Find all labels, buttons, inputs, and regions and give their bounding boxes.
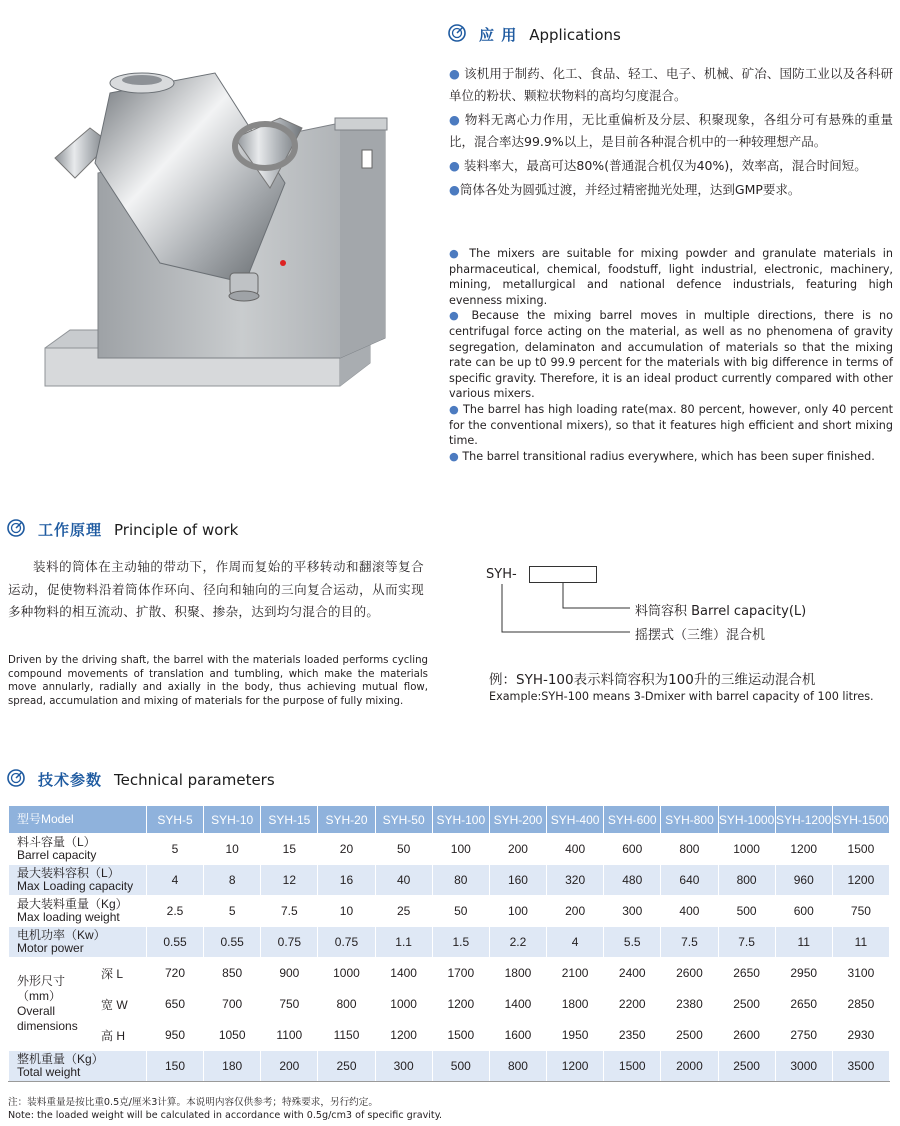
value-cell: 25 [375, 896, 432, 927]
value-cell: 1150 [318, 1020, 375, 1051]
value-cell: 3100 [832, 958, 889, 989]
list-item: ● 物料无离心力作用，无比重偏析及分层、积聚现象，各组分可有悬殊的重量比，混合率达99.9%以上，是目前各种混合机中的一种较理想产品。 [449, 112, 893, 149]
example-text-cn: 例：SYH-100表示料筒容积为100升的三维运动混合机 [489, 672, 816, 688]
dimension-sub-label: 深 L [96, 958, 146, 989]
dimension-sub-label: 宽 W [96, 989, 146, 1020]
principle-text-en: Driven by the driving shaft, the barrel with the materials loaded performs cycling compound movements of translation and tumbling, which make the materials move annularly, radially and axially in the body, thus achieving mutual flow, spread, accumulation and mixing of materials for the purpose of fully mixing. [8, 655, 428, 707]
row-label-cn: 最大装料重量（Kg） [17, 897, 128, 911]
section-target-icon [7, 519, 25, 537]
value-cell: 200 [489, 834, 546, 865]
value-cell: 500 [718, 896, 775, 927]
value-cell: 1200 [547, 1051, 604, 1082]
technical-title-en: Technical parameters [114, 771, 275, 789]
applications-list-cn [449, 63, 893, 203]
value-cell: 2930 [832, 1020, 889, 1051]
value-cell: 1.5 [432, 927, 489, 958]
table-row [9, 1020, 890, 1051]
header-model-syh-50: SYH-50 [375, 806, 432, 834]
header-model-syh-1200: SYH-1200 [775, 806, 832, 834]
value-cell: 800 [489, 1051, 546, 1082]
value-cell: 0.75 [261, 927, 318, 958]
value-cell: 1000 [318, 958, 375, 989]
value-cell: 850 [204, 958, 261, 989]
row-label-cn: 料斗容量（L） [17, 835, 96, 849]
value-cell: 150 [146, 1051, 203, 1082]
value-cell: 3000 [775, 1051, 832, 1082]
section-target-icon [448, 24, 466, 42]
principle-title-en: Principle of work [114, 521, 239, 539]
list-item: ● The barrel has high loading rate(max. 80 percent, however, only 40 percent for the conventional mixers), so that it features high efficient and short mixing time. [449, 402, 894, 448]
row-label [9, 896, 147, 927]
value-cell: 20 [318, 834, 375, 865]
value-cell: 1100 [261, 1020, 318, 1051]
value-cell: 2600 [718, 1020, 775, 1051]
value-cell: 15 [261, 834, 318, 865]
applications-heading [479, 24, 621, 45]
value-cell: 0.75 [318, 927, 375, 958]
value-cell: 2650 [718, 958, 775, 989]
dimensions-label-en: Overall dimensions [17, 1004, 78, 1033]
table-row [9, 989, 890, 1020]
value-cell: 960 [775, 865, 832, 896]
value-cell: 200 [547, 896, 604, 927]
value-cell: 900 [261, 958, 318, 989]
value-cell: 50 [375, 834, 432, 865]
header-model-syh-200: SYH-200 [489, 806, 546, 834]
value-cell: 200 [261, 1051, 318, 1082]
value-cell: 2650 [775, 989, 832, 1020]
dimension-sub-label: 高 H [96, 1020, 146, 1051]
value-cell: 8 [204, 865, 261, 896]
value-cell: 640 [661, 865, 718, 896]
value-cell: 50 [432, 896, 489, 927]
value-cell: 950 [146, 1020, 203, 1051]
type-label: 摇摆式（三维）混合机 [635, 628, 766, 643]
value-cell: 250 [318, 1051, 375, 1082]
value-cell: 1200 [432, 989, 489, 1020]
list-item: ● 该机用于制药、化工、食品、轻工、电子、机械、矿冶、国防工业以及各科研单位的粉状、颗粒状物料的高均匀度混合。 [449, 66, 893, 103]
value-cell: 40 [375, 865, 432, 896]
value-cell: 16 [318, 865, 375, 896]
value-cell: 2.5 [146, 896, 203, 927]
value-cell: 3500 [832, 1051, 889, 1082]
value-cell: 800 [718, 865, 775, 896]
value-cell: 100 [432, 834, 489, 865]
value-cell: 1800 [547, 989, 604, 1020]
value-cell: 1200 [775, 834, 832, 865]
value-cell: 300 [604, 896, 661, 927]
value-cell: 12 [261, 865, 318, 896]
value-cell: 750 [261, 989, 318, 1020]
value-cell: 2850 [832, 989, 889, 1020]
value-cell: 600 [775, 896, 832, 927]
table-row [9, 834, 890, 865]
model-prefix: SYH- [486, 567, 517, 582]
value-cell: 300 [375, 1051, 432, 1082]
value-cell: 1400 [489, 989, 546, 1020]
table-row [9, 927, 890, 958]
value-cell: 1500 [832, 834, 889, 865]
value-cell: 2400 [604, 958, 661, 989]
value-cell: 7.5 [661, 927, 718, 958]
technical-title-cn: 技术参数 [38, 771, 103, 789]
row-label-en: Barrel capacity [17, 848, 97, 862]
value-cell: 320 [547, 865, 604, 896]
value-cell: 2100 [547, 958, 604, 989]
value-cell: 2350 [604, 1020, 661, 1051]
section-target-icon [7, 769, 25, 787]
principle-text-cn: 装料的筒体在主动轴的带动下，作周而复始的平移转动和翻滚等复合运动，促使物料沿着筒体作环向、径向和轴向的三向复合运动，从而实现多种物料的相互流动、扩散、积聚、掺杂，达到均匀混合的目的。 [8, 559, 424, 619]
list-item: ● Because the mixing barrel moves in multiple directions, there is no centrifugal force acting on the material, as well as no phenomena of gravity segregation, delaminaton and accumulation of materials so that the mixing rate can be up t0 99.9 percent for the materials with big difference in terms of specific gravity. Therefore, it is an ideal product currently compared with other various mixers. [449, 309, 893, 401]
value-cell: 2500 [718, 989, 775, 1020]
value-cell: 1500 [432, 1020, 489, 1051]
value-cell: 2380 [661, 989, 718, 1020]
value-cell: 2600 [661, 958, 718, 989]
value-cell: 2500 [661, 1020, 718, 1051]
header-model-syh-100: SYH-100 [432, 806, 489, 834]
mixer-machine-image [40, 68, 390, 398]
value-cell: 1050 [204, 1020, 261, 1051]
value-cell: 10 [204, 834, 261, 865]
value-cell: 480 [604, 865, 661, 896]
value-cell: 500 [432, 1051, 489, 1082]
value-cell: 7.5 [718, 927, 775, 958]
value-cell: 750 [832, 896, 889, 927]
row-label-cn: 最大装料容积（L） [17, 866, 120, 880]
header-model-syh-10: SYH-10 [204, 806, 261, 834]
value-cell: 4 [547, 927, 604, 958]
value-cell: 1500 [604, 1051, 661, 1082]
value-cell: 1800 [489, 958, 546, 989]
list-item: ● The mixers are suitable for mixing powder and granulate materials in pharmaceutical, chemical, foodstuff, light industrial, electronic, machinery, mining, metallurgical and national defence industrials, featuring high evenness mixing. [449, 247, 894, 307]
value-cell: 720 [146, 958, 203, 989]
value-cell: 11 [832, 927, 889, 958]
value-cell: 1700 [432, 958, 489, 989]
value-cell: 2950 [775, 958, 832, 989]
value-cell: 0.55 [204, 927, 261, 958]
table-row [9, 896, 890, 927]
header-model-syh-400: SYH-400 [547, 806, 604, 834]
value-cell: 4 [146, 865, 203, 896]
row-label-en: Motor power [17, 941, 84, 955]
applications-list-en [449, 246, 893, 464]
value-cell: 5 [204, 896, 261, 927]
value-cell: 1.1 [375, 927, 432, 958]
header-model-syh-20: SYH-20 [318, 806, 375, 834]
dimensions-label-cn: 外形尺寸（mm） [17, 974, 66, 1003]
value-cell: 1200 [832, 865, 889, 896]
table-row [9, 1051, 890, 1082]
capacity-label: 料筒容积 Barrel capacity(L) [635, 604, 807, 619]
technical-heading [38, 769, 275, 790]
row-label [9, 927, 147, 958]
value-cell: 100 [489, 896, 546, 927]
row-label [9, 834, 147, 865]
table-row [9, 865, 890, 896]
value-cell: 1600 [489, 1020, 546, 1051]
header-model-syh-1000: SYH-1000 [718, 806, 775, 834]
table-header-row [9, 806, 890, 834]
principle-heading [38, 519, 238, 540]
value-cell: 1000 [718, 834, 775, 865]
table-row [9, 958, 890, 989]
value-cell: 2200 [604, 989, 661, 1020]
example-text-en: Example:SYH-100 means 3-Dmixer with barrel capacity of 100 litres. [489, 690, 874, 703]
principle-title-cn: 工作原理 [38, 521, 103, 539]
row-label-en: Max loading weight [17, 910, 120, 924]
value-cell: 1400 [375, 958, 432, 989]
row-label-en: Total weight [17, 1065, 81, 1079]
list-item: ● 装料率大，最高可达80%(普通混合机仅为40%)，效率高，混合时间短。 [449, 158, 867, 173]
header-model-syh-5: SYH-5 [146, 806, 203, 834]
applications-title-cn: 应 用 [479, 26, 518, 44]
list-item: ●筒体各处为圆弧过渡，并经过精密抛光处理，达到GMP要求。 [449, 182, 801, 197]
value-cell: 80 [432, 865, 489, 896]
technical-parameters-table [8, 805, 890, 1082]
header-model-syh-1500: SYH-1500 [832, 806, 889, 834]
footnote-cn: 注：装料重量是按比重0.5克/厘米3计算。本说明内容仅供参考；特殊要求，另行约定。 [8, 1097, 378, 1108]
value-cell: 2500 [718, 1051, 775, 1082]
list-item: ● The barrel transitional radius everywhere, which has been super finished. [449, 449, 875, 463]
value-cell: 700 [204, 989, 261, 1020]
value-cell: 650 [146, 989, 203, 1020]
value-cell: 800 [318, 989, 375, 1020]
value-cell: 10 [318, 896, 375, 927]
header-model-label: 型号Model [9, 806, 147, 834]
value-cell: 2.2 [489, 927, 546, 958]
header-model-syh-600: SYH-600 [604, 806, 661, 834]
row-label-en: Max Loading capacity [17, 879, 134, 893]
row-label [9, 1051, 147, 1082]
value-cell: 2750 [775, 1020, 832, 1051]
value-cell: 5 [146, 834, 203, 865]
value-cell: 1000 [375, 989, 432, 1020]
value-cell: 160 [489, 865, 546, 896]
row-label-cn: 整机重量（Kg） [17, 1052, 104, 1066]
value-cell: 1200 [375, 1020, 432, 1051]
header-model-syh-15: SYH-15 [261, 806, 318, 834]
value-cell: 400 [661, 896, 718, 927]
value-cell: 800 [661, 834, 718, 865]
value-cell: 180 [204, 1051, 261, 1082]
value-cell: 11 [775, 927, 832, 958]
value-cell: 400 [547, 834, 604, 865]
value-cell: 5.5 [604, 927, 661, 958]
value-cell: 0.55 [146, 927, 203, 958]
row-label-cn: 电机功率（Kw） [17, 928, 106, 942]
value-cell: 1950 [547, 1020, 604, 1051]
value-cell: 7.5 [261, 896, 318, 927]
header-model-syh-800: SYH-800 [661, 806, 718, 834]
applications-title-en: Applications [529, 26, 621, 44]
model-code-diagram [480, 562, 890, 652]
footnote [8, 1097, 442, 1122]
dimensions-label [9, 958, 97, 1051]
value-cell: 2000 [661, 1051, 718, 1082]
footnote-en: Note: the loaded weight will be calculated in accordance with 0.5g/cm3 of specific gravity. [8, 1109, 443, 1121]
value-cell: 600 [604, 834, 661, 865]
row-label [9, 865, 147, 896]
